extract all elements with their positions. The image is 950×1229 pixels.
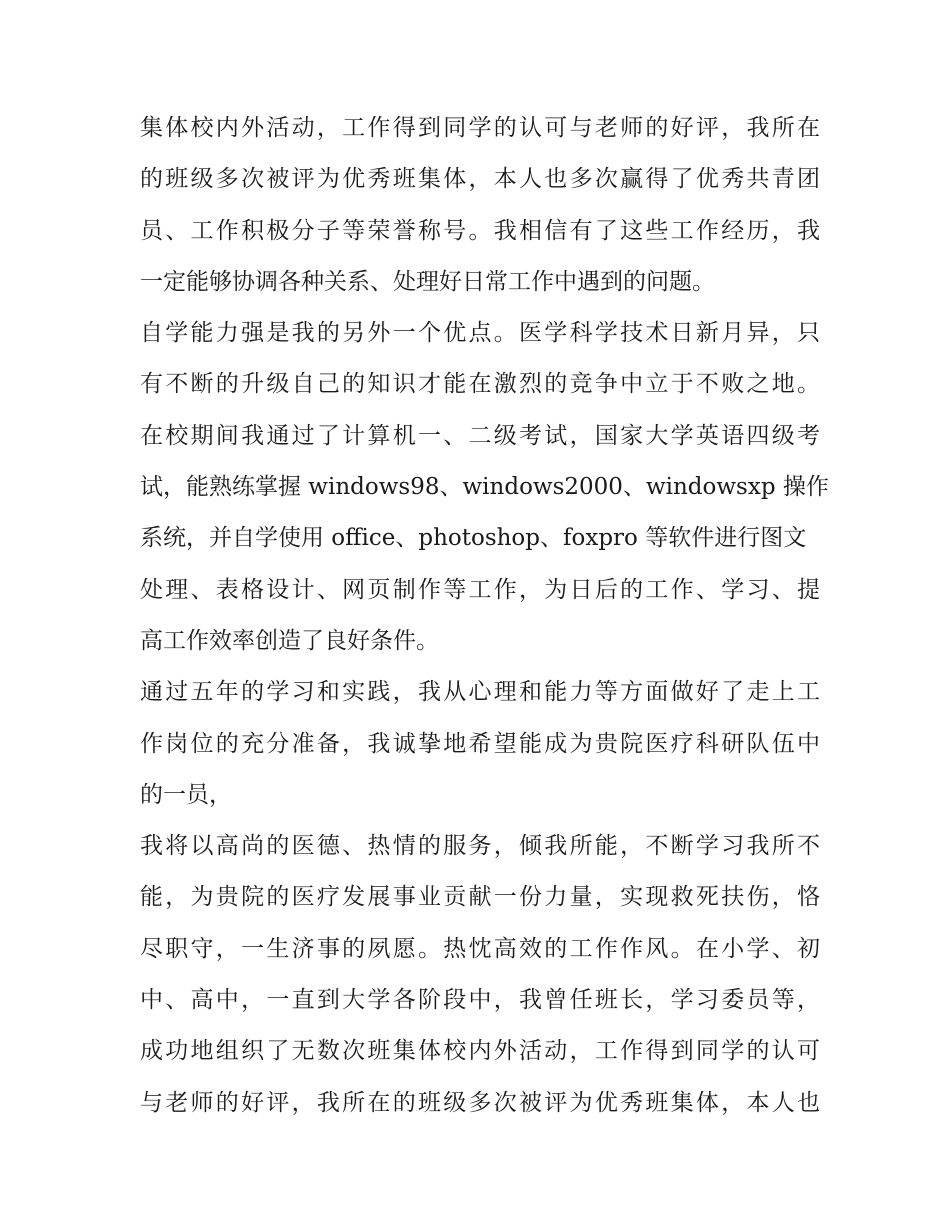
text-line: 成功地组织了无数次班集体校内外活动，工作得到同学的认可 (140, 1038, 820, 1065)
text-line: 员、工作积极分子等荣誉称号。我相信有了这些工作经历，我 (140, 217, 820, 244)
text-line: 通过五年的学习和实践，我从心理和能力等方面做好了走上工 (140, 679, 820, 706)
text-line: 能，为贵院的医疗发展事业贡献一份力量，实现救死扶伤，恪 (140, 884, 820, 911)
text-line: 集体校内外活动，工作得到同学的认可与老师的好评，我所在 (140, 115, 820, 141)
text-line: 与老师的好评，我所在的班级多次被评为优秀班集体，本人也 (140, 1089, 820, 1116)
text-line: 的一员， (140, 781, 232, 808)
text-line: 作岗位的充分准备，我诚挚地希望能成为贵院医疗科研队伍中 (140, 730, 820, 757)
text-line: 自学能力强是我的另外一个优点。医学科学技术日新月异，只 (140, 320, 820, 347)
text-line: 我将以高尚的医德、热情的服务，倾我所能，不断学习我所不 (140, 833, 820, 860)
text-line: 高工作效率创造了良好条件。 (140, 627, 439, 654)
text-line: 尽职守，一生济事的夙愿。热忱高效的工作作风。在小学、初 (140, 935, 820, 962)
text-line: 系统，并自学使用 office、photoshop、foxpro 等软件进行图文 (140, 525, 807, 552)
text-line: 有不断的升级自己的知识才能在激烈的竞争中立于不败之地。 (140, 371, 820, 398)
text-line: 中、高中，一直到大学各阶段中，我曾任班长，学习委员等， (140, 987, 820, 1014)
body-text (140, 103, 829, 1129)
text-line: 试，能熟练掌握 windows98、windows2000、windowsxp 操作 (140, 474, 829, 501)
text-line: 处理、表格设计、网页制作等工作，为日后的工作、学习、提 (140, 576, 820, 603)
text-line: 的班级多次被评为优秀班集体，本人也多次赢得了优秀共青团 (140, 166, 820, 193)
text-line: 在校期间我通过了计算机一、二级考试，国家大学英语四级考 (140, 422, 820, 449)
text-line: 一定能够协调各种关系、处理好日常工作中遇到的问题。 (140, 268, 715, 295)
